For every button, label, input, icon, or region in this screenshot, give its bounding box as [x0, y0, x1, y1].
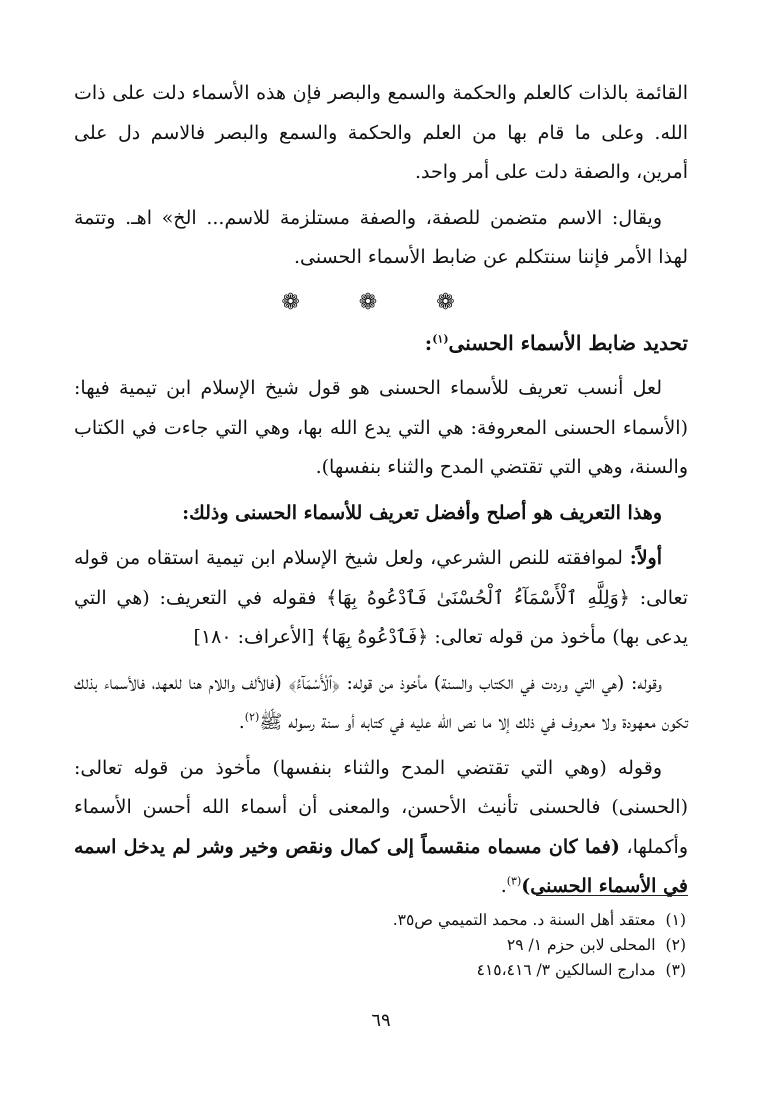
- footnote-text: معتقد أهل السنة د. محمد التميمي ص٣٥.: [392, 911, 656, 929]
- footnote-1: [74, 908, 686, 933]
- footnote-ref-3: (٣): [506, 874, 522, 888]
- paragraph-7: [74, 749, 688, 907]
- paragraph-6: [74, 664, 688, 743]
- paragraph-2: ويقال: الاسم متضمن للصفة، والصفة مستلزمة للاسم... الخ» اهـ. وتتمة لهذا الأمر فإننا سنتكلم عن ضابط الأسماء الحسنى.: [74, 206, 688, 268]
- footnote-number: (١): [665, 911, 686, 929]
- footnote-3: [74, 958, 686, 983]
- paragraph-6-text: وقوله: (هي التي وردت في الكتاب والسنة) مأخوذ من قوله: ﴿ٱلْأَسْمَآءُ﴾ (فالألف واللام هنا للعهد، فالأسماء بذلك تكون معهودة ولا معروف في ذلك إلا ما نص الله عليه في كتابه أو سنة رسوله ﷺ: [74, 671, 688, 733]
- footnote-text: مدارج السالكين ٣/ ٤١٥،٤١٦: [476, 961, 656, 979]
- paragraph-7-text: وقوله (وهي التي تقتضي المدح والثناء بنفسها) مأخوذ من قوله تعالى: (الحسنى) فالحسنى تأنيث الأحسن، والمعنى أن أسماء الله أحسن الأسماء وأكملها،: [74, 756, 688, 858]
- footnote-ref-1: (١): [432, 331, 449, 345]
- footnote-text: المحلى لابن حزم ١/ ٢٩: [506, 936, 656, 954]
- heading-colon: :: [424, 330, 433, 355]
- paragraph-3: لعل أنسب تعريف للأسماء الحسنى هو قول شيخ الإسلام ابن تيمية فيها: (الأسماء الحسنى المعروفة: هي التي يدع الله بها، وهي التي جاءت في الكتاب والسنة، وهي التي تقتضي المدح والثناء بنفسها).: [74, 377, 688, 478]
- page-number: ٦٩: [371, 1010, 391, 1031]
- paragraph-1: القائمة بالذات كالعلم والحكمة والسمع والبصر فإن هذه الأسماء دلت على ذات الله. وعلى ما قام بها من العلم والحكمة والسمع والبصر فالاسم دل على أمرين، والصفة دلت على أمر واحد.: [74, 82, 688, 183]
- page-body: [74, 74, 688, 913]
- section-heading: [74, 324, 688, 364]
- first-label: أولاً:: [629, 547, 662, 569]
- footnotes: [74, 908, 686, 983]
- footnote-number: (٢): [665, 936, 686, 954]
- paragraph-5: [74, 539, 688, 658]
- footnote-ref-2: (٢): [244, 710, 260, 724]
- paragraph-6-end: .: [238, 711, 245, 733]
- paragraph-7-end: .: [500, 875, 507, 897]
- footnote-2: [74, 933, 686, 958]
- footnote-number: (٣): [665, 961, 686, 979]
- paragraph-5-text: لموافقته للنص الشرعي، ولعل شيخ الإسلام ابن تيمية استقاه من قوله تعالى: ﴿وَلِلَّهِ ٱلْأَسْمَآءُ ٱلْحُسْنَىٰ فَٱدْعُوهُ بِهَا﴾ فقوله في التعريف: (هي التي يدعى بها) مأخوذ من قوله تعالى: ﴿فَٱدْعُوهُ بِهَا﴾ [الأعراف: ١٨٠]: [74, 547, 688, 648]
- heading-text: تحديد ضابط الأسماء الحسنى: [448, 330, 688, 355]
- paragraph-4: وهذا التعريف هو أصلح وأفضل تعريف للأسماء الحسنى وذلك:: [182, 501, 662, 524]
- section-separator: ❁ ❁ ❁: [281, 289, 481, 315]
- footnote-divider: [536, 895, 688, 896]
- paragraph-7-quote: (فما كان مسماه منقسماً إلى كمال ونقص وخير وشر لم يدخل اسمه في الأسماء الحسنى): [74, 835, 688, 897]
